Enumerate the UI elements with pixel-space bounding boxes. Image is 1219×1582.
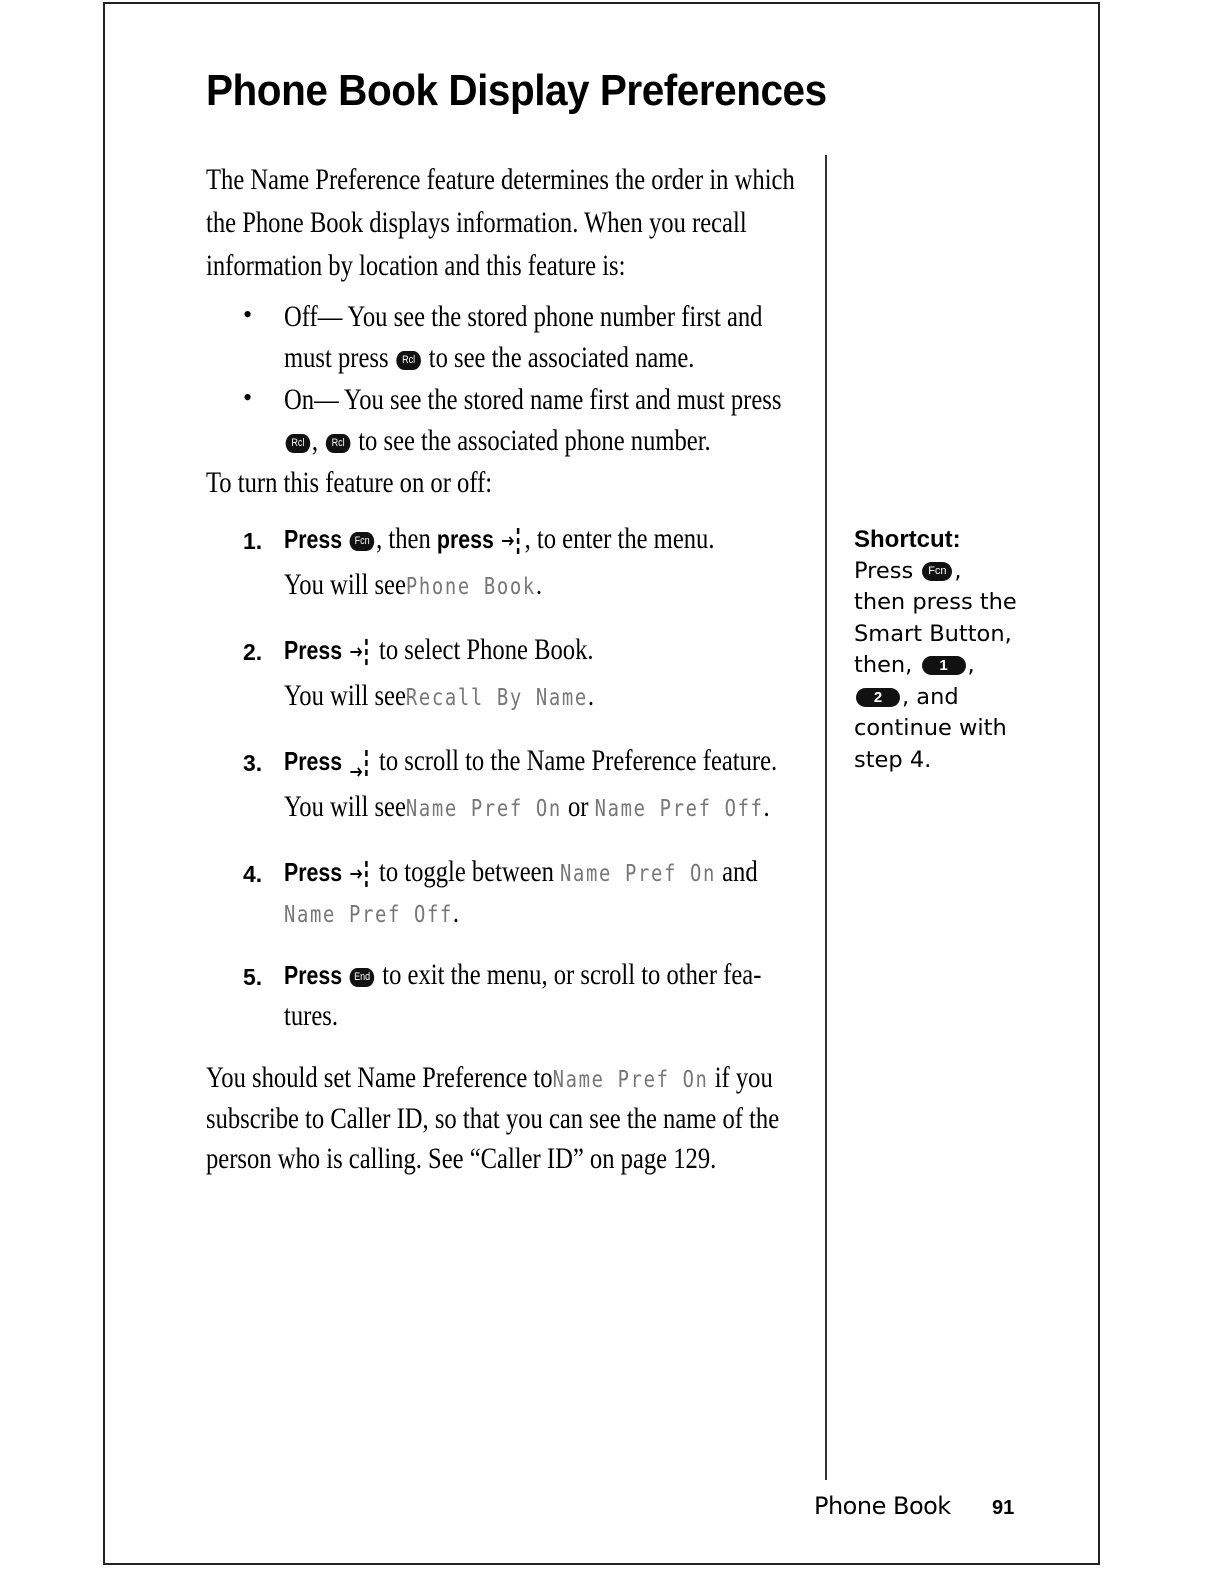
bullet-on-line-1: On— You see the stored name first and must press (284, 383, 782, 416)
lcd-text: Recall By Name (405, 685, 588, 711)
key-2-icon: 2 (856, 688, 900, 707)
shortcut-line (854, 556, 1074, 588)
comma: , (311, 424, 319, 457)
closing-line-3: person who is calling. See “Caller ID” on page 129. (206, 1142, 717, 1175)
step-3-see (284, 787, 770, 829)
bullet-off-text-a: must press (284, 341, 389, 374)
step-2-text: to select Phone Book. (378, 633, 594, 666)
step-3-line-1 (284, 741, 777, 781)
step-4-text: to toggle between (378, 855, 554, 888)
and-text: and (722, 855, 758, 888)
bullet-off-text-b: to see the associated name. (428, 341, 695, 374)
footer-section-name: Phone Book (814, 1492, 951, 1520)
press-label: Press (284, 857, 343, 887)
bullet-off-line-2 (284, 338, 694, 378)
period: . (535, 568, 542, 601)
lcd-text: Phone Book (405, 574, 536, 600)
press-label: Press (284, 524, 343, 554)
bullet-dot: • (243, 300, 253, 329)
sidebar-divider (825, 155, 827, 1480)
lcd-text: Name Pref Off (594, 796, 764, 822)
shortcut-line (854, 682, 1074, 714)
shortcut-text: , and (902, 683, 959, 710)
closing-line-2: subscribe to Caller ID, so that you can see the name of the (206, 1102, 780, 1135)
press-label: press (436, 524, 494, 554)
bullet-on-line-2 (284, 421, 711, 461)
step-5-line-1 (284, 955, 761, 995)
intro-line-2: the Phone Book displays information. When you recall (206, 206, 747, 239)
smart-button-icon (350, 637, 371, 667)
end-key-icon: End (350, 968, 375, 987)
bullet-on-text: to see the associated phone number. (358, 424, 711, 457)
shortcut-text: then, (854, 652, 913, 678)
smart-button-icon (350, 859, 371, 889)
period: . (587, 679, 594, 712)
shortcut-line: Smart Button, (854, 620, 1012, 647)
step-1-see (284, 565, 542, 607)
step-1-line-1 (284, 519, 714, 559)
lcd-text: Name Pref On (552, 1067, 709, 1093)
step-number: 1. (243, 528, 263, 554)
rcl-key-icon: Rcl (286, 434, 311, 453)
press-label: Press (284, 746, 343, 776)
press-label: Press (284, 635, 343, 665)
closing-text-a: You should set Name Preference to (206, 1061, 553, 1094)
or-text: or (567, 790, 589, 823)
step-2-see (284, 676, 594, 718)
period: . (763, 790, 770, 823)
turn-on-off-text: To turn this feature on or off: (206, 466, 493, 499)
step-number: 5. (243, 964, 263, 990)
step-4-line-1 (284, 852, 758, 894)
smart-button-icon (502, 526, 523, 556)
shortcut-line: step 4. (854, 746, 932, 773)
rcl-key-icon: Rcl (326, 434, 351, 453)
see-prefix: You will see (284, 790, 406, 823)
press-label: Press (284, 960, 343, 990)
page-number: 91 (992, 1497, 1015, 1519)
shortcut-line: continue with (854, 715, 1007, 741)
step-5-text: to exit the menu, or scroll to other fea- (382, 958, 762, 991)
step-number: 2. (243, 639, 263, 665)
rcl-key-icon: Rcl (396, 351, 421, 370)
step-4-line-2 (284, 893, 459, 935)
shortcut-text: Press (854, 557, 914, 584)
comma: , (967, 652, 975, 678)
lcd-text: Name Pref On (405, 796, 562, 822)
step-2-line-1 (284, 630, 594, 670)
page-title: Phone Book Display Preferences (206, 66, 827, 115)
intro-line-1: The Name Preference feature determines the order in which (206, 163, 795, 196)
intro-line-3: information by location and this feature is: (206, 249, 626, 282)
smart-button-down-icon (350, 748, 371, 778)
fcn-key-icon: Fcn (922, 562, 952, 581)
step-5-line-2: tures. (284, 999, 338, 1032)
lcd-text: Name Pref On (560, 861, 716, 887)
bullet-off-line-1: Off— You see the stored phone number first and (284, 300, 763, 333)
shortcut-line (854, 650, 1074, 682)
step-1-end: , to enter the menu. (524, 522, 715, 555)
shortcut-heading: Shortcut: (854, 526, 961, 553)
step-3-text: to scroll to the Name Preference feature. (378, 744, 778, 777)
closing-line-1 (206, 1058, 773, 1100)
step-number: 4. (243, 861, 263, 887)
closing-text-b: if you (714, 1061, 773, 1094)
see-prefix: You will see (284, 568, 406, 601)
step-1-mid: , then (376, 522, 431, 555)
see-prefix: You will see (284, 679, 406, 712)
lcd-text: Name Pref Off (284, 902, 453, 928)
shortcut-sidebar (854, 524, 1074, 776)
fcn-key-icon: Fcn (350, 532, 375, 551)
period: . (452, 896, 460, 929)
bullet-dot: • (243, 383, 253, 412)
shortcut-line: then press the (854, 589, 1017, 615)
key-1-icon: 1 (922, 656, 966, 675)
comma: , (954, 557, 962, 584)
step-number: 3. (243, 750, 263, 776)
